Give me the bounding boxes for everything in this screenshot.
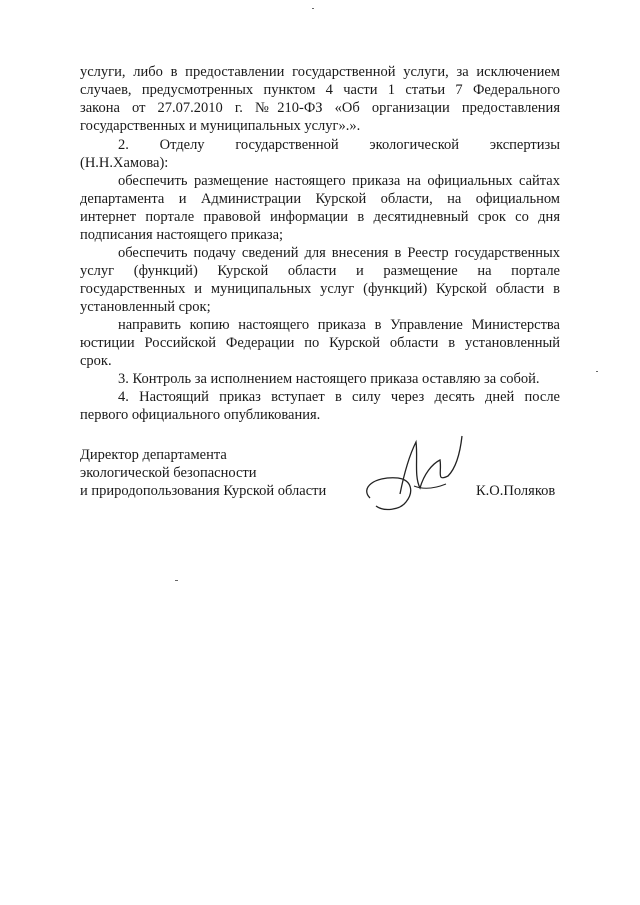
paragraph-3: 3. Контроль за исполнением настоящего приказа оставляю за собой. xyxy=(118,371,540,387)
scan-speck xyxy=(175,580,178,581)
paragraph-2-heading: 2. Отделу государственной экологической экспертизы xyxy=(118,137,560,153)
text-line: первого официального опубликования. xyxy=(80,407,321,423)
signatory-title xyxy=(80,446,326,500)
text-line: услуг (функций) Курской области и размещение на портале xyxy=(80,263,560,279)
text-line: юстиции Российской Федерации по Курской области в установленный xyxy=(80,335,560,351)
paragraph-4: 4. Настоящий приказ вступает в силу через десять дней после xyxy=(118,389,560,405)
text-line: подписания настоящего приказа; xyxy=(80,227,284,243)
text-line: услуги, либо в предоставлении государственной услуги, за исключением xyxy=(80,64,560,80)
text-line: департамента и Администрации Курской области, на официальном xyxy=(80,191,560,207)
handwritten-signature xyxy=(352,428,472,518)
signatory-title-line: экологической безопасности xyxy=(80,465,257,481)
text-line: (Н.Н.Хамова): xyxy=(80,155,169,171)
text-line: направить копию настоящего приказа в Управление Министерства xyxy=(118,317,560,333)
scan-speck xyxy=(596,371,598,372)
text-line: государственных и муниципальных услуг (функций) Курской области в xyxy=(80,281,560,297)
scan-speck xyxy=(312,8,314,9)
text-line: случаев, предусмотренных пунктом 4 части 1 статьи 7 Федерального xyxy=(80,82,560,98)
signatory-title-line: и природопользования Курской области xyxy=(80,483,327,499)
text-line: интернет портале правовой информации в десятидневный срок со дня xyxy=(80,209,560,225)
text-line: государственных и муниципальных услуг».». xyxy=(80,118,361,134)
text-line: обеспечить размещение настоящего приказа на официальных сайтах xyxy=(118,173,560,189)
text-line: обеспечить подачу сведений для внесения в Реестр государственных xyxy=(118,245,560,261)
text-line: закона от 27.07.2010 г. №210-ФЗ «Об организации предоставления xyxy=(80,100,560,116)
text-line: срок. xyxy=(80,353,112,369)
signatory-name: К.О.Поляков xyxy=(476,483,556,499)
signatory-title-line: Директор департамента xyxy=(80,447,227,463)
text-line: установленный срок; xyxy=(80,299,211,315)
